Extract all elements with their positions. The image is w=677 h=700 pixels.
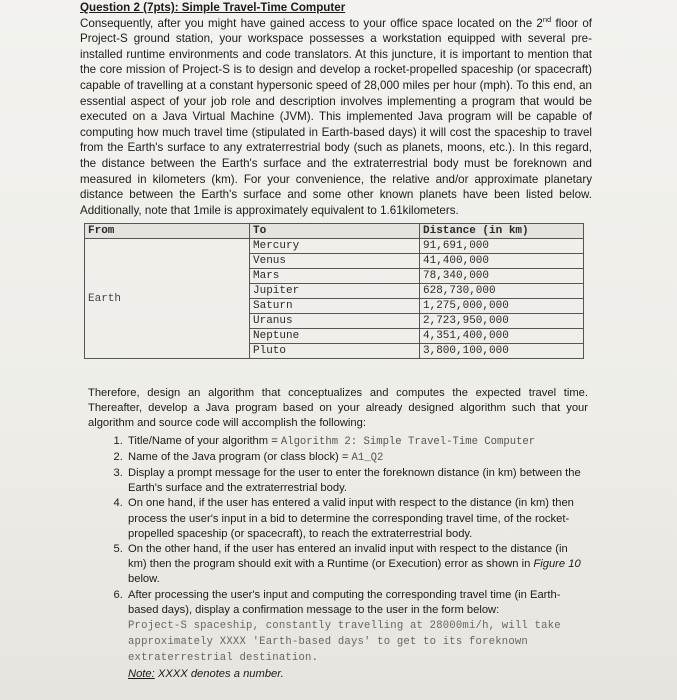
item4-text: On one hand, if the user has entered a valid input with respect to the distance (in km) then process the user's input in a bid to determine the corresponding travel time, of the rocket-propelled spaceship (or spacecraft), to reach the extraterrestrial body. [128,497,574,540]
list-item [126,588,588,682]
item3-text: Display a prompt message for the user to enter the foreknown distance (in km) between the Earth's surface and the extraterrestrial body. [128,467,581,495]
intro-text-b: floor of Project-S ground station, your workspace possesses a workstation equipped with several pre-installed runtime environments and code translators. At this juncture, it is important to mention that the core mission of Project-S is to design and develop a rocket-propelled spaceship (or spacecraft) capable of travelling at a constant hypersonic speed of 28,000 miles per hour (mph). To this end, an essential aspect of your job role and description involves implementing a program that would be executed on a Java Virtual Machine (JVM). This implemented Java program will be capable of computing how much travel time (stipulated in Earth-based days) it will cost the spaceship to travel from the Earth's surface to any extraterrestrial body (such as planets, moons, etc.). In this regard, the distance between the Earth's surface and the extraterrestrial body must be foreknown and measured in kilometers (km). For your convenience, the relative and/or approximate planetary distance between the Earth's surface and some other known planets have been listed below. Additionally, note that 1mile is approximately equivalent to 1.61kilometers. [80,16,592,217]
distance-cell: 3,800,100,000 [420,344,584,359]
distance-cell: 2,723,950,000 [420,314,584,329]
header-to: To [250,224,420,239]
list-item [126,450,588,466]
intro-text-a: Consequently, after you might have gained access to your office space located on the 2 [80,16,543,30]
distance-cell: 41,400,000 [420,254,584,269]
distance-cell: 91,691,000 [420,239,584,254]
class-name-code: A1_Q2 [351,451,384,464]
intro-superscript: nd [542,14,552,24]
distance-cell: 1,275,000,000 [420,299,584,314]
question-intro [80,0,592,218]
list-item [126,466,588,496]
to-cell: Venus [250,254,420,269]
to-cell: Uranus [250,314,420,329]
to-cell: Neptune [250,329,420,344]
distance-cell: 4,351,400,000 [420,329,584,344]
question-section [80,0,592,218]
header-distance: Distance (in km) [420,224,584,239]
requirements-list [88,434,588,682]
figure-reference: Figure 10 [533,558,581,571]
table-header-row [85,224,584,239]
header-from: From [85,224,250,239]
to-cell: Saturn [250,299,420,314]
distance-cell: 628,730,000 [420,284,584,299]
note [128,668,284,680]
item5-text-b: below. [128,573,160,586]
confirmation-message-code: Project-S spaceship, constantly travelling at 28000mi/h, will take approximately XXXX 'Earth-based days' to get to its foreknown extraterrestrial destination. [128,620,561,665]
list-item [126,496,588,542]
to-cell: Mercury [250,239,420,254]
item1-label: Title/Name of your algorithm = [128,434,281,447]
table-row [85,239,584,254]
to-cell: Jupiter [250,284,420,299]
item5-text-a: On the other hand, if the user has entered an invalid input with respect to the distance (in km) then the program should exit with a Runtime (or Execution) error as shown in [128,543,568,571]
item2-label: Name of the Java program (or class block) = [128,450,352,463]
algorithm-name-code: Algorithm 2: Simple Travel-Time Computer [280,435,536,448]
note-text: XXXX denotes a number. [154,667,284,680]
item6-text: After processing the user's input and computing the corresponding travel time (in Earth-based days), display a confirmation message to the user in the form below: [128,588,561,616]
task-intro: Therefore, design an algorithm that conceptualizes and computes the expected travel time. Thereafter, develop a Java program based on your already designed algorithm such that your algorithm and source code will accomplish the following: [88,387,588,430]
list-item [126,434,588,450]
note-label: Note: [128,667,155,680]
task-section [88,386,588,682]
from-earth-cell: Earth [85,239,250,359]
list-item [126,542,588,588]
question-title: Question 2 (7pts): Simple Travel-Time Computer [80,1,346,14]
distance-cell: 78,340,000 [420,269,584,284]
to-cell: Pluto [250,344,420,359]
to-cell: Mars [250,269,420,284]
distance-table [84,223,584,359]
